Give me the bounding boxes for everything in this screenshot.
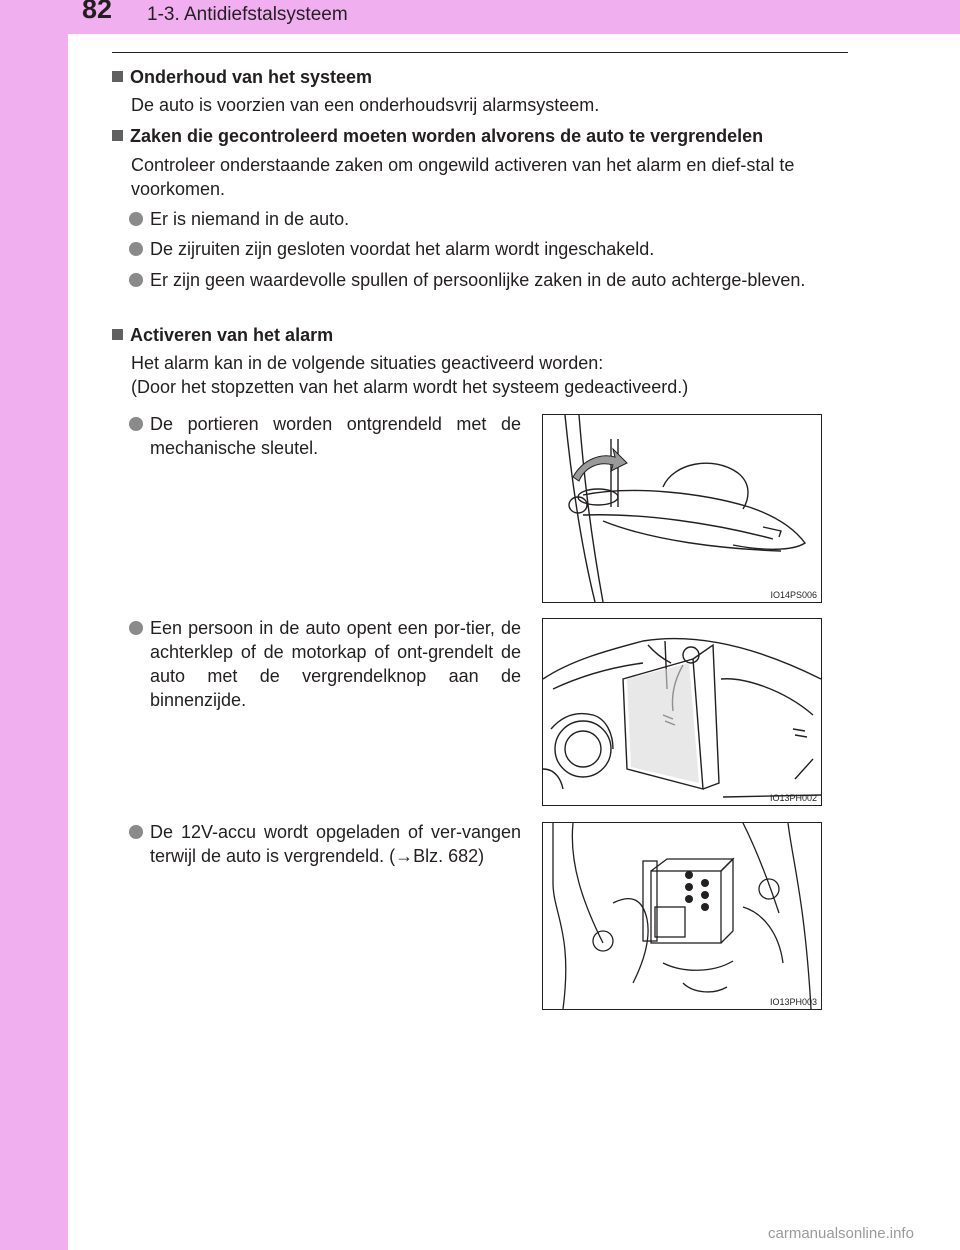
round-bullet-icon: [129, 273, 143, 287]
section-text-activation-1: Het alarm kan in de volgende situaties geactiveerd worden:: [131, 353, 604, 373]
figure-code: IO14PS006: [770, 590, 817, 600]
section-text-activation-2: (Door het stopzetten van het alarm wordt het systeem gedeactiveerd.): [131, 377, 689, 397]
round-bullet-icon: [129, 212, 143, 226]
watermark: carmanualsonline.info: [768, 1225, 914, 1242]
round-bullet-icon: [129, 417, 143, 431]
square-bullet-icon: [112, 130, 123, 141]
bullet-item: Er zijn geen waardevolle spullen of persoonlijke zaken in de auto achterge-bleven.: [129, 268, 848, 292]
round-bullet-icon: [129, 825, 143, 839]
door-key-illustration: [543, 415, 821, 602]
square-bullet-icon: [112, 71, 123, 82]
car-door-illustration: [543, 619, 821, 805]
section-heading-activation: Activeren van het alarm: [112, 325, 333, 346]
battery-illustration: [543, 823, 821, 1009]
figure-door-key: [542, 414, 822, 603]
page-header-band: [0, 0, 960, 34]
bullet-item: Een persoon in de auto opent een por-tier, de achterklep of de motorkap of ont-grendelt de auto met de vergrendelknop aan de binnenzijde.: [129, 616, 521, 712]
round-bullet-icon: [129, 242, 143, 256]
bullet-item: De portieren worden ontgrendeld met de mechanische sleutel.: [129, 412, 521, 460]
page-side-band: [0, 0, 68, 1250]
figure-battery: [542, 822, 822, 1010]
page-number: 82: [82, 0, 113, 24]
section-heading-maintenance: Onderhoud van het systeem: [112, 67, 372, 88]
bullet-item: De 12V-accu wordt opgeladen of ver-vangen terwijl de auto is vergrendeld. (→Blz. 682): [129, 820, 521, 868]
header-rule: [112, 52, 848, 53]
section-text-maintenance: De auto is voorzien van een onderhoudsvrij alarmsysteem.: [131, 95, 600, 115]
figure-car-door-open: [542, 618, 822, 806]
square-bullet-icon: [112, 329, 123, 340]
round-bullet-icon: [129, 621, 143, 635]
bullet-item: Er is niemand in de auto.: [129, 207, 848, 231]
section-heading-checks: Zaken die gecontroleerd moeten worden alvorens de auto te vergrendelen: [112, 126, 763, 147]
figure-code: IO13PH002: [769, 793, 817, 803]
section-text-checks: Controleer onderstaande zaken om ongewild activeren van het alarm en dief-stal te voorkomen.: [131, 155, 795, 199]
chapter-title: 1-3. Antidiefstalsysteem: [147, 4, 348, 25]
figure-code: IO13PH003: [769, 997, 817, 1007]
bullet-item: De zijruiten zijn gesloten voordat het alarm wordt ingeschakeld.: [129, 237, 848, 261]
